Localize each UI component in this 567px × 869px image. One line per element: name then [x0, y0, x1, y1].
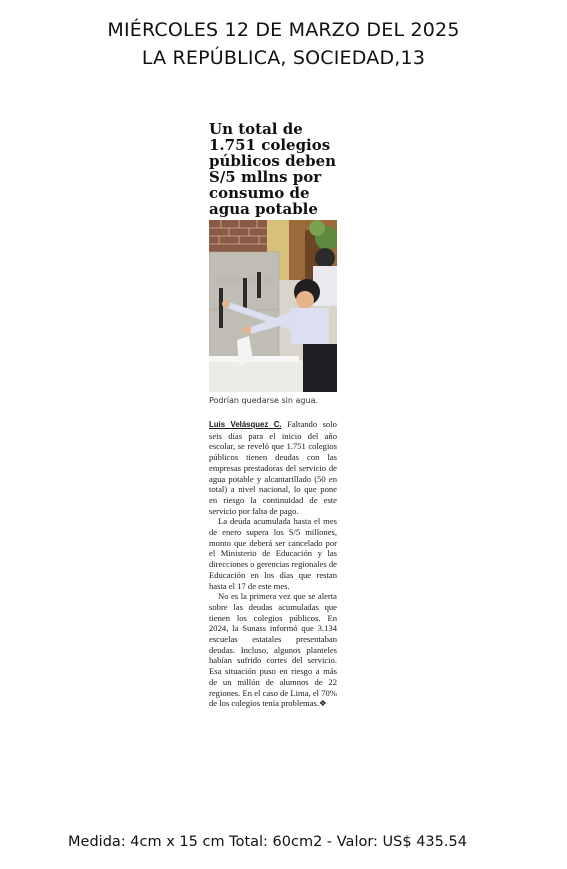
paragraph-1-text: Faltando solo seis días para el inicio del año escolar, se reveló que 1.751 colegios públicos tienen deudas con las empresas prestadoras del servicio de agua potable y alcantarillado (50 en total) a nivel nacional, lo que pone en riesgo la continuidad de este servicio por falta de pago. [209, 419, 337, 516]
paragraph-2: La deuda acumulada hasta el mes de enero supera los S/5 millones, monto que deberá ser cancelado por el Ministerio de Educación y las direcciones o gerencias regionales de Educación en los días que restan hasta el 17 de este mes. [209, 516, 337, 591]
byline: Luis Velásquez C. [209, 420, 282, 429]
photo-children-at-faucets [209, 220, 337, 392]
paragraph-1 [209, 419, 337, 516]
article-photo [209, 220, 337, 392]
paragraph-3: No es la primera vez que se alerta sobre las deudas acumuladas que tienen los colegios públicos. En 2024, la Sunass informó que 3.134 escuelas estatales presentaban deudas. Incluso, algunos planteles habían sufrido cortes del servicio. Esa situación puso en riesgo a más de un millón de alumnos de 22 regiones. En el caso de Lima, el 70% de los colegios tenía problemas.❖ [209, 591, 337, 709]
article-headline: Un total de 1.751 colegios públicos deben S/5 mllns por consumo de agua potable [209, 120, 337, 218]
article-body [209, 419, 337, 709]
photo-caption: Podrían quedarse sin agua. [209, 396, 319, 405]
publication-section-header: LA REPÚBLICA, SOCIEDAD,13 [141, 47, 426, 69]
date-header: MIÉRCOLES 12 DE MARZO DEL 2025 [107, 19, 460, 41]
measurement-footer: Medida: 4cm x 15 cm Total: 60cm2 - Valor: US$ 435.54 [68, 834, 467, 850]
